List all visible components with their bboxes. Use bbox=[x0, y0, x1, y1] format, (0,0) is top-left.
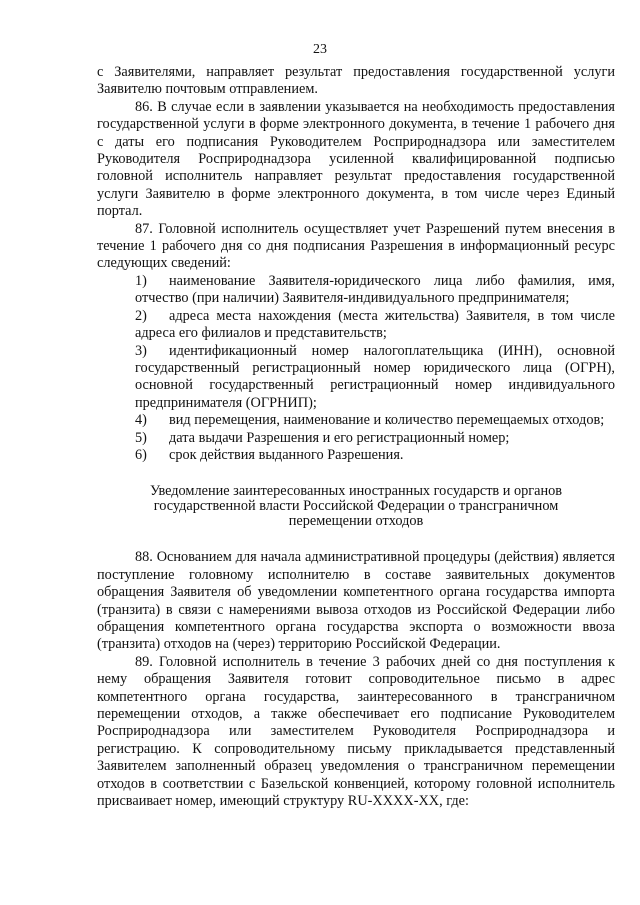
list-text: наименование Заявителя-юридического лица либо фамилия, имя, отчество (при наличии) Заявителя-индивидуального предпринимателя; bbox=[135, 272, 615, 307]
list-number: 6) bbox=[135, 446, 147, 463]
list-text: идентификационный номер налогоплательщика (ИНН), основной государственный регистрационный номер юридического лица (ОГРН), основной государственный регистрационный номер индивидуального предпринимателя (ОГРНИП); bbox=[135, 342, 615, 411]
list-text: дата выдачи Разрешения и его регистрационный номер; bbox=[169, 429, 510, 446]
paragraph-88: 88. Основанием для начала административной процедуры (действия) является поступление головному исполнителю в составе заявительных документов обращения Заявителя об уведомлении компетентного органа государства импорта (транзита) в связи с намерениями вывоза отходов из Российской Федерации либо обращения компетентного органа государства экспорта о возможности ввоза (транзита) отходов на (через) территорию Российской Федерации. bbox=[97, 549, 615, 653]
list-item-5 bbox=[97, 430, 615, 447]
heading-line: перемещении отходов bbox=[288, 513, 424, 530]
paragraph-87: 87. Головной исполнитель осуществляет учет Разрешений путем внесения в течение 1 рабочего дня со дня подписания Разрешения в информационный ресурс следующих сведений: bbox=[97, 220, 615, 272]
list-number: 5) bbox=[135, 429, 147, 446]
paragraph-86: 86. В случае если в заявлении указывается на необходимость предоставления государственной услуги в форме электронного документа, в течение 1 рабочего дня с даты его подписания Руководителем Росприроднадзора или заместителем Руководителя Росприроднадзора усиленной квалифицированной подписью головной исполнитель направляет результат предоставления государственной услуги Заявителю в форме электронного документа, в том числе через Единый портал. bbox=[97, 98, 615, 220]
list-number: 2) bbox=[135, 307, 147, 324]
list-text: срок действия выданного Разрешения. bbox=[169, 446, 404, 463]
list-number: 4) bbox=[135, 412, 147, 429]
list-item-1 bbox=[97, 273, 615, 308]
list-item-2 bbox=[97, 308, 615, 343]
heading-line: государственной власти Российской Федерации о трансграничном bbox=[153, 498, 559, 515]
list-number: 3) bbox=[135, 342, 147, 359]
list-item-4 bbox=[97, 412, 615, 429]
list-item-3 bbox=[97, 343, 615, 413]
heading-line: Уведомление заинтересованных иностранных государств и органов bbox=[149, 483, 563, 500]
section-heading bbox=[97, 484, 615, 529]
paragraph-89: 89. Головной исполнитель в течение 3 рабочих дней со дня поступления к нему обращения Заявителя готовит сопроводительное письмо в адрес компетентного органа государства, заинтересованного в трансграничном перемещении отходов, а также обеспечивает его подписание Руководителем Росприроднадзора или заместителем Руководителя Росприроднадзора и регистрацию. К сопроводительному письму прикладывается представленный Заявителем заполненный образец уведомления о трансграничном перемещении отходов в соответствии с Базельской конвенцией, которому головной исполнитель присваивает номер, имеющий структуру RU-XXXX-XX, где: bbox=[97, 653, 615, 810]
list-number: 1) bbox=[135, 272, 147, 289]
page-number: 23 bbox=[313, 42, 327, 57]
document-body bbox=[97, 64, 615, 810]
paragraph-continuation: с Заявителями, направляет результат предоставления государственной услуги Заявителю почтовым отправлением. bbox=[97, 64, 615, 98]
list-text: адреса места нахождения (места жительства) Заявителя, в том числе адреса его филиалов и представительств; bbox=[135, 307, 615, 342]
list-text: вид перемещения, наименование и количество перемещаемых отходов; bbox=[169, 412, 605, 429]
list-item-6 bbox=[97, 447, 615, 464]
